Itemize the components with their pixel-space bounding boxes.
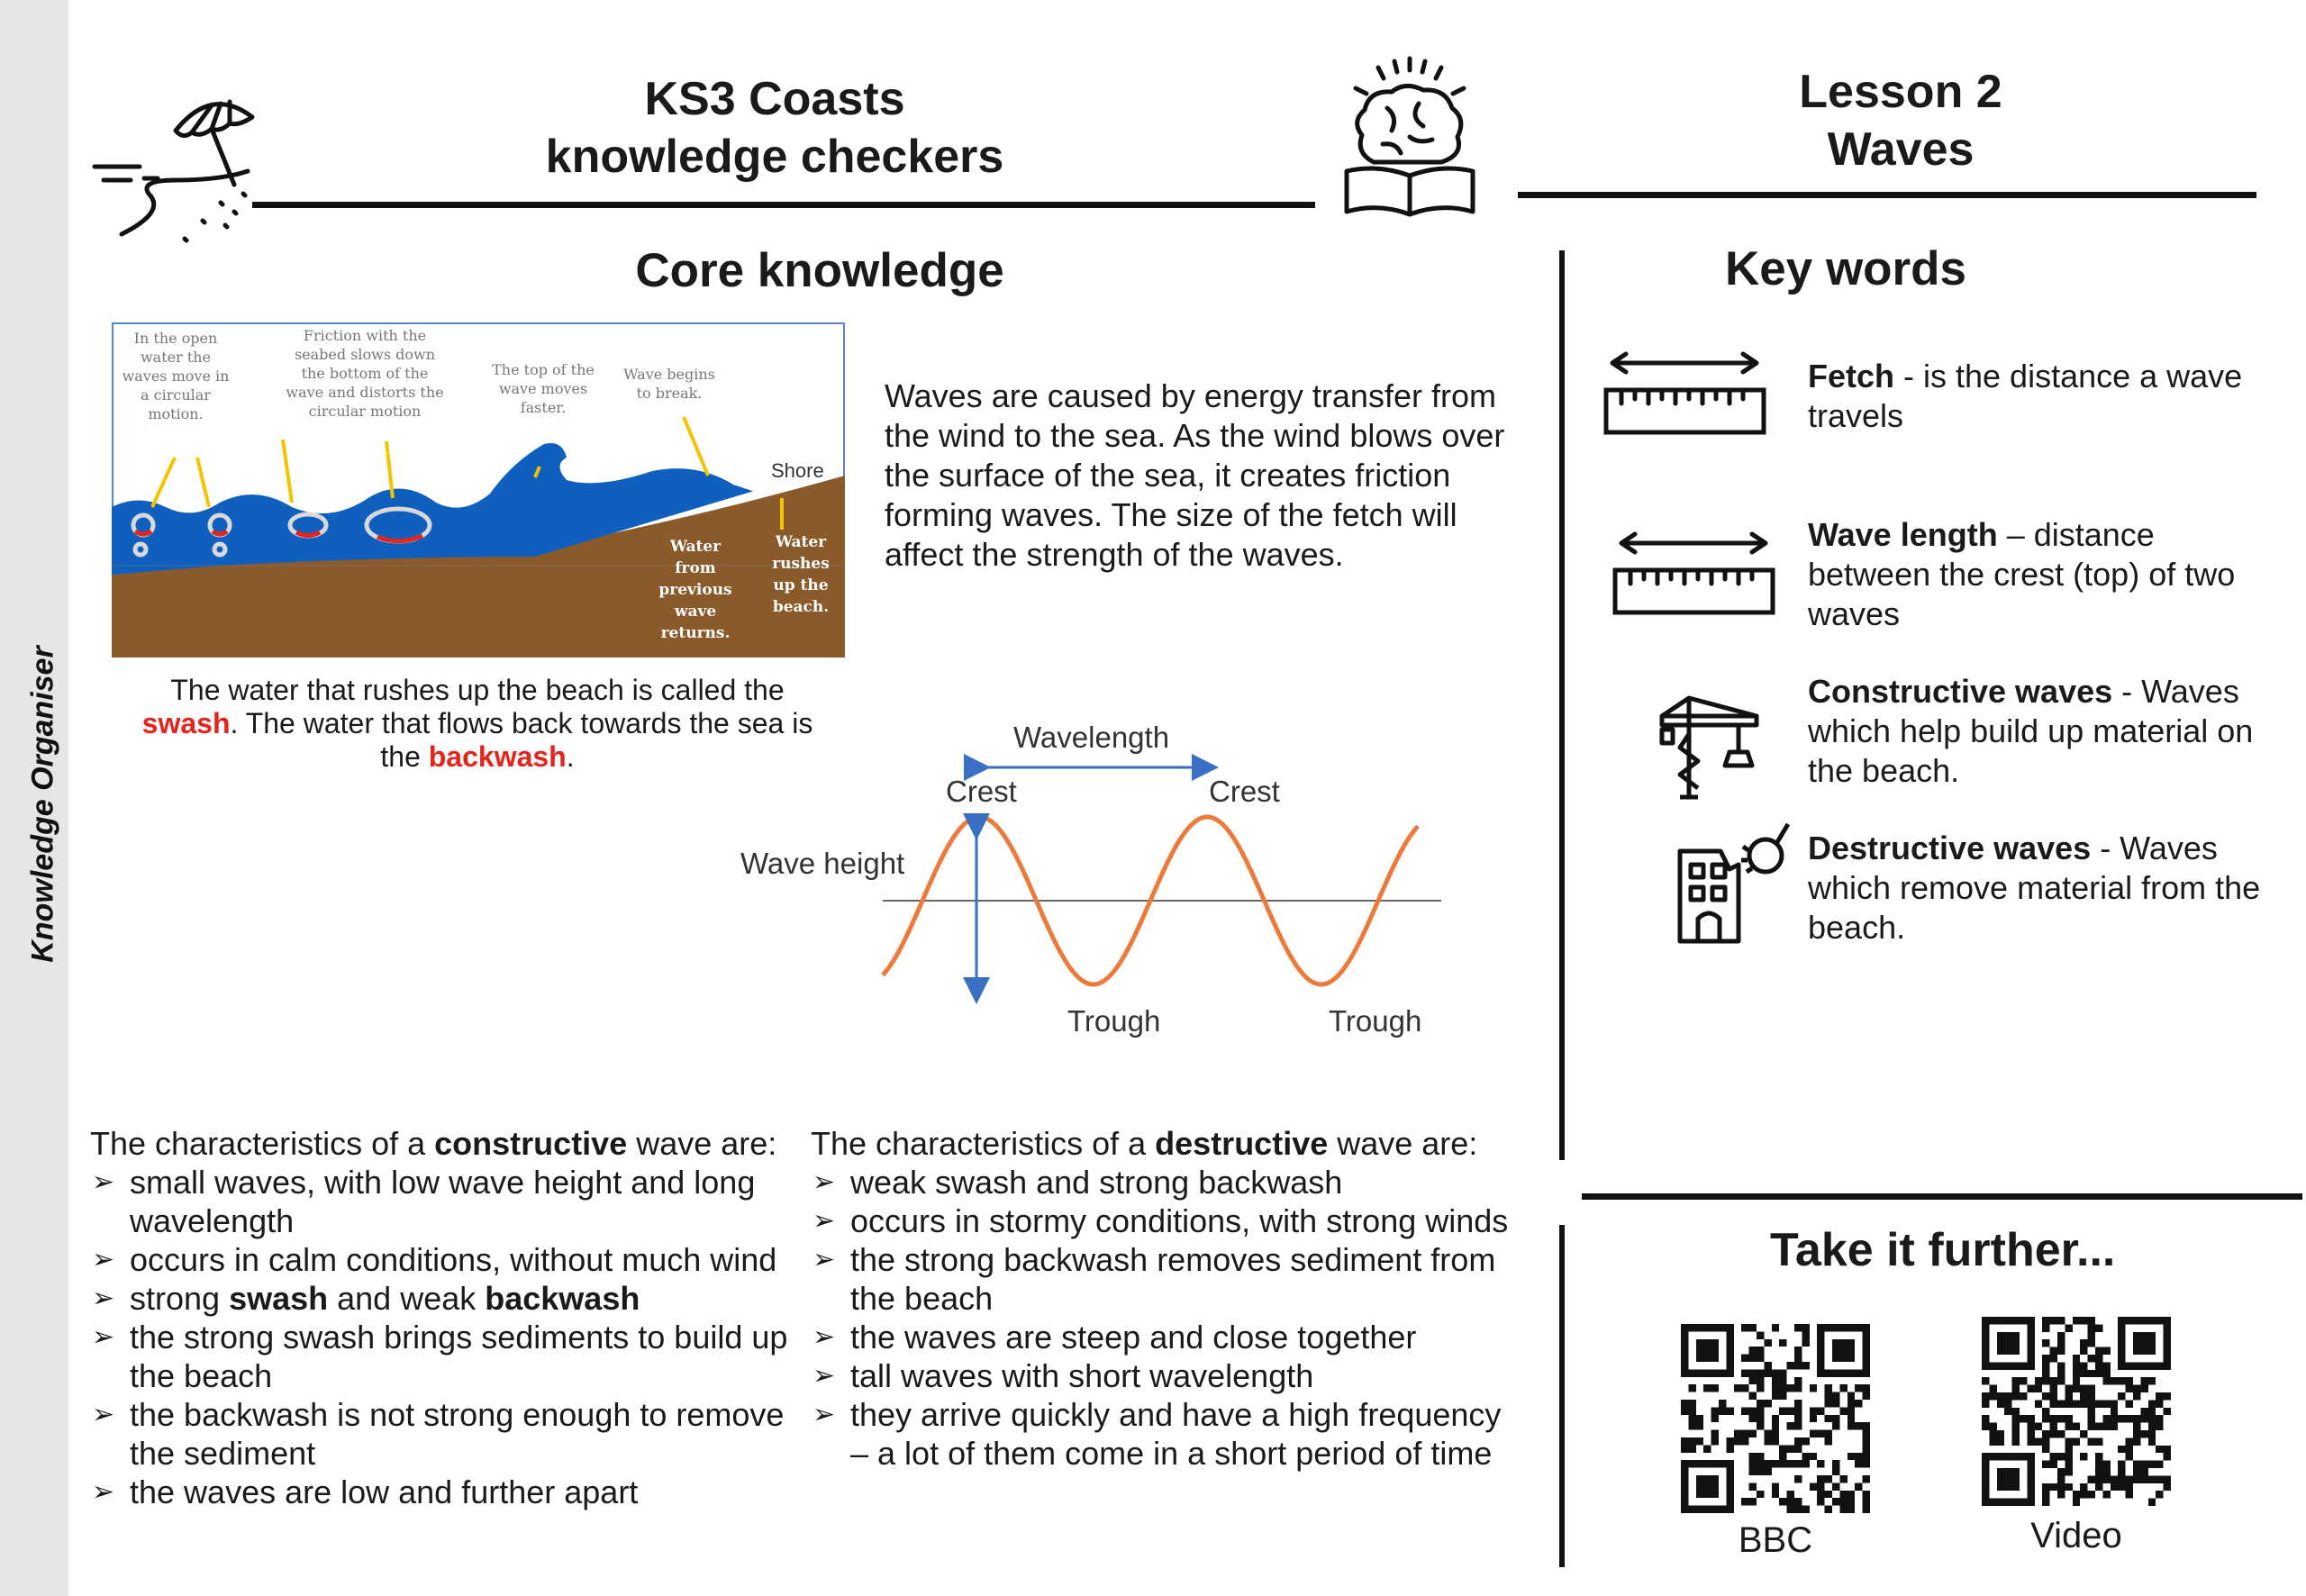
diagram-note-water-returns: Water from previous wave returns. — [658, 538, 732, 642]
list-item: ➢ the strong swash brings sediments to build up the beach — [92, 1319, 788, 1394]
brain-book-icon — [1333, 54, 1486, 221]
trough-label-2: Trough — [1329, 1004, 1422, 1038]
lesson-topic: Waves — [1827, 123, 1975, 176]
further-rule — [1582, 1193, 2302, 1200]
list-item: ➢ occurs in calm conditions, without much wind — [92, 1241, 777, 1278]
beach-umbrella-icon — [86, 77, 275, 257]
header-rule-right — [1518, 192, 2256, 198]
diagram-note-wave-breaks: Wave begins to break. — [623, 366, 715, 402]
take-it-further-heading: Take it further... — [1770, 1224, 2116, 1276]
diagram-note-water-rushes: Water rushes up the beach. — [772, 533, 830, 616]
qr-code-icon[interactable] — [1982, 1317, 2171, 1506]
trough-label-1: Trough — [1067, 1004, 1161, 1038]
vertical-divider-bottom — [1559, 1225, 1565, 1567]
list-item: ➢ the waves are low and further apart — [92, 1474, 639, 1510]
vertical-divider-top — [1559, 250, 1565, 1160]
crest-label-1: Crest — [946, 775, 1017, 808]
lesson-title — [1739, 63, 2063, 178]
destructive-list — [811, 1163, 1522, 1473]
qr-code-icon[interactable] — [1681, 1324, 1870, 1513]
diagram-note-open-water: In the open water the waves move in a circular motion. — [122, 330, 230, 422]
list-item: ➢ they arrive quickly and have a high frequency – a lot of them come in a short period of time — [813, 1396, 1502, 1472]
page-title — [504, 70, 1045, 186]
lesson-number: Lesson 2 — [1799, 66, 2002, 118]
crane-icon — [1657, 694, 1766, 802]
title-line-2: knowledge checkers — [545, 131, 1004, 183]
backwash-term: backwash — [428, 740, 567, 773]
wavelength-label: Wavelength — [1013, 721, 1170, 754]
sidebar-label-text: Knowledge Organiser — [25, 646, 60, 963]
qr-label-video: Video — [2030, 1516, 2122, 1555]
list-item: ➢ small waves, with low wave height and long wavelength — [92, 1164, 756, 1239]
sidebar-label — [0, 0, 86, 1596]
swash-term: swash — [141, 707, 231, 739]
diagram-note-friction: Friction with the seabed slows down the bottom of the wave and distorts the circular motion — [286, 327, 444, 420]
crest-label-2: Crest — [1209, 775, 1280, 808]
keyword-wave-length: Wave length – distance between the crest (top) of two waves — [1808, 516, 2236, 632]
wrecking-ball-icon — [1671, 820, 1793, 946]
ruler-arrow-icon — [1603, 349, 1770, 440]
qr-label-bbc: BBC — [1738, 1520, 1813, 1560]
constructive-intro: The characteristics of a constructive wave are: — [90, 1125, 777, 1162]
swash-sentence: The water that rushes up the beach is called the swash. The water that flows back towards the sea is the backwash. — [141, 674, 813, 773]
core-knowledge-heading: Core knowledge — [635, 244, 1004, 297]
destructive-intro: The characteristics of a destructive wave are: — [811, 1125, 1478, 1162]
header-rule-left — [252, 202, 1315, 208]
keyword-fetch: Fetch - is the distance a wave travels — [1808, 358, 2243, 434]
list-item: ➢ weak swash and strong backwash — [813, 1164, 1343, 1201]
wave-diagram — [865, 721, 1450, 1045]
keyword-destructive: Destructive waves - Waves which remove material from the beach. — [1808, 830, 2261, 946]
diagram-note-top-faster: The top of the wave moves faster. — [492, 361, 595, 416]
list-item: ➢ the backwash is not strong enough to remove the sediment — [92, 1396, 785, 1472]
ruler-arrow-icon — [1612, 530, 1779, 620]
list-item: ➢ occurs in stormy conditions, with strong winds — [813, 1202, 1509, 1239]
destructive-section — [811, 1124, 1522, 1473]
list-item: ➢ the waves are steep and close together — [813, 1319, 1417, 1356]
list-item: ➢ tall waves with short wavelength — [813, 1357, 1314, 1394]
key-words-heading: Key words — [1725, 242, 1967, 295]
list-item: ➢ strong swash and weak backwash — [92, 1280, 640, 1317]
constructive-list — [90, 1163, 811, 1511]
core-intro-paragraph: Waves are caused by energy transfer from the wind to the sea. As the wind blows over the surface of the sea, it creates friction forming waves. The size of the fetch will affect the strength of the waves. — [885, 377, 1505, 573]
shore-label: Shore — [771, 459, 824, 482]
wave-height-label: Wave height — [740, 847, 905, 880]
constructive-section — [90, 1124, 811, 1511]
keyword-constructive: Constructive waves - Waves which help build up material on the beach. — [1808, 673, 2254, 789]
list-item: ➢ the strong backwash removes sediment from the beach — [813, 1241, 1496, 1317]
title-line-1: KS3 Coasts — [644, 73, 905, 125]
